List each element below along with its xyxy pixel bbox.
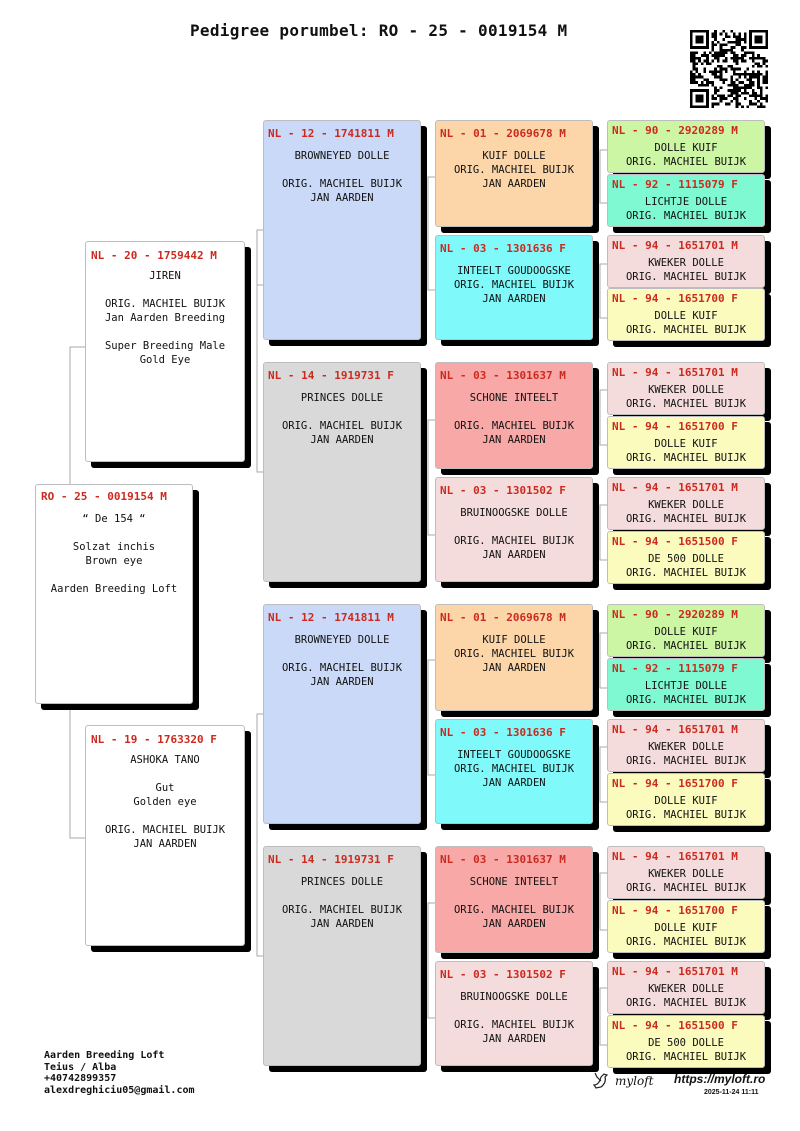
- ancestor-card[interactable]: [607, 658, 765, 711]
- pigeon-details: SCHONE INTEELT ORIG. MACHIEL BUIJK JAN AARDEN: [453, 876, 575, 930]
- ancestor-card[interactable]: [607, 900, 765, 953]
- ancestor-card[interactable]: [607, 120, 765, 173]
- pigeon-details: PRINCES DOLLE ORIG. MACHIEL BUIJK JAN AARDEN: [281, 392, 403, 446]
- great-grandparent-card[interactable]: [435, 604, 593, 711]
- pigeon-details: INTEELT GOUDOOGSKE ORIG. MACHIEL BUIJK JAN AARDEN: [453, 749, 575, 789]
- ancestor-card[interactable]: [607, 531, 765, 584]
- pigeon-details: BRUINOOGSKE DOLLE ORIG. MACHIEL BUIJK JAN AARDEN: [453, 507, 575, 561]
- ring-number: NL - 01 - 2069678 M: [440, 611, 566, 624]
- sire-card[interactable]: [85, 241, 245, 462]
- ancestor-card[interactable]: [607, 773, 765, 826]
- grandparent-card[interactable]: [263, 362, 421, 582]
- ancestor-card[interactable]: [607, 961, 765, 1014]
- pigeon-details: BRUINOOGSKE DOLLE ORIG. MACHIEL BUIJK JAN AARDEN: [453, 991, 575, 1045]
- ring-number: NL - 03 - 1301637 M: [440, 369, 566, 382]
- pigeon-details: LICHTJE DOLLE ORIG. MACHIEL BUIJK: [625, 680, 747, 706]
- ancestor-card[interactable]: [607, 477, 765, 530]
- ring-number: NL - 94 - 1651500 F: [612, 535, 738, 548]
- loft-name: Aarden Breeding Loft: [44, 1050, 165, 1061]
- great-grandparent-card[interactable]: [435, 719, 593, 824]
- ring-number: NL - 20 - 1759442 M: [91, 249, 217, 262]
- pigeon-details: DOLLE KUIF ORIG. MACHIEL BUIJK: [625, 310, 747, 336]
- pigeon-details: “ De 154 “ Solzat inchis Brown eye Aarden Breeding Loft: [50, 513, 178, 595]
- pigeon-details: PRINCES DOLLE ORIG. MACHIEL BUIJK JAN AARDEN: [281, 876, 403, 930]
- great-grandparent-card[interactable]: [435, 846, 593, 953]
- ring-number: NL - 94 - 1651701 M: [612, 239, 738, 252]
- great-grandparent-card[interactable]: [435, 120, 593, 227]
- ring-number: NL - 01 - 2069678 M: [440, 127, 566, 140]
- great-grandparent-card[interactable]: [435, 235, 593, 340]
- ancestor-card[interactable]: [607, 719, 765, 772]
- qr-code-icon: [689, 30, 769, 108]
- ring-number: NL - 03 - 1301502 F: [440, 484, 566, 497]
- ring-number: NL - 94 - 1651700 F: [612, 904, 738, 917]
- ancestor-card[interactable]: [607, 362, 765, 415]
- dam-card[interactable]: [85, 725, 245, 946]
- ring-number: NL - 03 - 1301637 M: [440, 853, 566, 866]
- pigeon-details: BROWNEYED DOLLE ORIG. MACHIEL BUIJK JAN AARDEN: [281, 150, 403, 204]
- ring-number: NL - 12 - 1741811 M: [268, 611, 394, 624]
- ancestor-card[interactable]: [607, 416, 765, 469]
- page-title: Pedigree porumbel: RO - 25 - 0019154 M: [190, 21, 568, 40]
- great-grandparent-card[interactable]: [435, 961, 593, 1066]
- ring-number: NL - 94 - 1651700 F: [612, 292, 738, 305]
- ancestor-card[interactable]: [607, 846, 765, 899]
- pigeon-details: KWEKER DOLLE ORIG. MACHIEL BUIJK: [625, 983, 747, 1009]
- ring-number: NL - 03 - 1301636 F: [440, 242, 566, 255]
- great-grandparent-card[interactable]: [435, 477, 593, 582]
- email-address[interactable]: alexdreghiciu05@gmail.com: [44, 1084, 195, 1096]
- pigeon-details: LICHTJE DOLLE ORIG. MACHIEL BUIJK: [625, 196, 747, 222]
- ring-number: NL - 03 - 1301636 F: [440, 726, 566, 739]
- pigeon-details: BROWNEYED DOLLE ORIG. MACHIEL BUIJK JAN AARDEN: [281, 634, 403, 688]
- pigeon-details: DOLLE KUIF ORIG. MACHIEL BUIJK: [625, 142, 747, 168]
- ring-number: NL - 94 - 1651700 F: [612, 420, 738, 433]
- ancestor-card[interactable]: [607, 174, 765, 227]
- ancestor-card[interactable]: [607, 235, 765, 288]
- ring-number: NL - 19 - 1763320 F: [91, 733, 217, 746]
- ring-number: NL - 14 - 1919731 F: [268, 853, 394, 866]
- pigeon-details: KWEKER DOLLE ORIG. MACHIEL BUIJK: [625, 384, 747, 410]
- ring-number: NL - 94 - 1651701 M: [612, 723, 738, 736]
- owner-contact: [44, 1050, 195, 1096]
- ring-number: NL - 03 - 1301502 F: [440, 968, 566, 981]
- ring-number: NL - 94 - 1651500 F: [612, 1019, 738, 1032]
- generated-date: 2025-11-24 11:11: [704, 1089, 759, 1096]
- ring-number: NL - 94 - 1651700 F: [612, 777, 738, 790]
- ancestor-card[interactable]: [607, 1015, 765, 1068]
- pigeon-details: DE 500 DOLLE ORIG. MACHIEL BUIJK: [625, 1037, 747, 1063]
- pigeon-icon: [592, 1071, 612, 1091]
- grandparent-card[interactable]: [263, 604, 421, 824]
- pigeon-details: KWEKER DOLLE ORIG. MACHIEL BUIJK: [625, 257, 747, 283]
- pigeon-details: DE 500 DOLLE ORIG. MACHIEL BUIJK: [625, 553, 747, 579]
- ring-number: NL - 92 - 1115079 F: [612, 178, 738, 191]
- pigeon-details: INTEELT GOUDOOGSKE ORIG. MACHIEL BUIJK JAN AARDEN: [453, 265, 575, 305]
- great-grandparent-card[interactable]: [435, 362, 593, 469]
- ring-number: NL - 92 - 1115079 F: [612, 662, 738, 675]
- grandparent-card[interactable]: [263, 120, 421, 340]
- pigeon-details: DOLLE KUIF ORIG. MACHIEL BUIJK: [625, 626, 747, 652]
- pigeon-details: DOLLE KUIF ORIG. MACHIEL BUIJK: [625, 438, 747, 464]
- pigeon-details: SCHONE INTEELT ORIG. MACHIEL BUIJK JAN AARDEN: [453, 392, 575, 446]
- pigeon-details: KWEKER DOLLE ORIG. MACHIEL BUIJK: [625, 868, 747, 894]
- loft-location: Teius / Alba: [44, 1061, 117, 1073]
- pigeon-details: ASHOKA TANO Gut Golden eye ORIG. MACHIEL BUIJK JAN AARDEN: [104, 754, 226, 850]
- ancestor-card[interactable]: [607, 604, 765, 657]
- pigeon-details: KWEKER DOLLE ORIG. MACHIEL BUIJK: [625, 741, 747, 767]
- pigeon-details: KUIF DOLLE ORIG. MACHIEL BUIJK JAN AARDEN: [453, 634, 575, 674]
- ring-number: NL - 90 - 2920289 M: [612, 124, 738, 137]
- ring-number: NL - 94 - 1651701 M: [612, 965, 738, 978]
- myloft-logo: [592, 1071, 653, 1091]
- ring-number: NL - 12 - 1741811 M: [268, 127, 394, 140]
- subject-card[interactable]: [35, 484, 193, 704]
- brand-name: myloft: [615, 1074, 654, 1088]
- ancestor-card[interactable]: [607, 288, 765, 341]
- ring-number: NL - 90 - 2920289 M: [612, 608, 738, 621]
- ring-number: NL - 94 - 1651701 M: [612, 366, 738, 379]
- pigeon-details: DOLLE KUIF ORIG. MACHIEL BUIJK: [625, 795, 747, 821]
- website-link[interactable]: https://myloft.ro: [674, 1072, 766, 1086]
- pigeon-details: JIREN ORIG. MACHIEL BUIJK Jan Aarden Breeding Super Breeding Male Gold Eye: [104, 270, 226, 366]
- pigeon-details: DOLLE KUIF ORIG. MACHIEL BUIJK: [625, 922, 747, 948]
- pigeon-details: KUIF DOLLE ORIG. MACHIEL BUIJK JAN AARDEN: [453, 150, 575, 190]
- ring-number: NL - 94 - 1651701 M: [612, 850, 738, 863]
- grandparent-card[interactable]: [263, 846, 421, 1066]
- phone-number[interactable]: +40742899357: [44, 1073, 117, 1084]
- ring-number: NL - 94 - 1651701 M: [612, 481, 738, 494]
- pigeon-details: KWEKER DOLLE ORIG. MACHIEL BUIJK: [625, 499, 747, 525]
- ring-number: RO - 25 - 0019154 M: [41, 490, 167, 503]
- ring-number: NL - 14 - 1919731 F: [268, 369, 394, 382]
